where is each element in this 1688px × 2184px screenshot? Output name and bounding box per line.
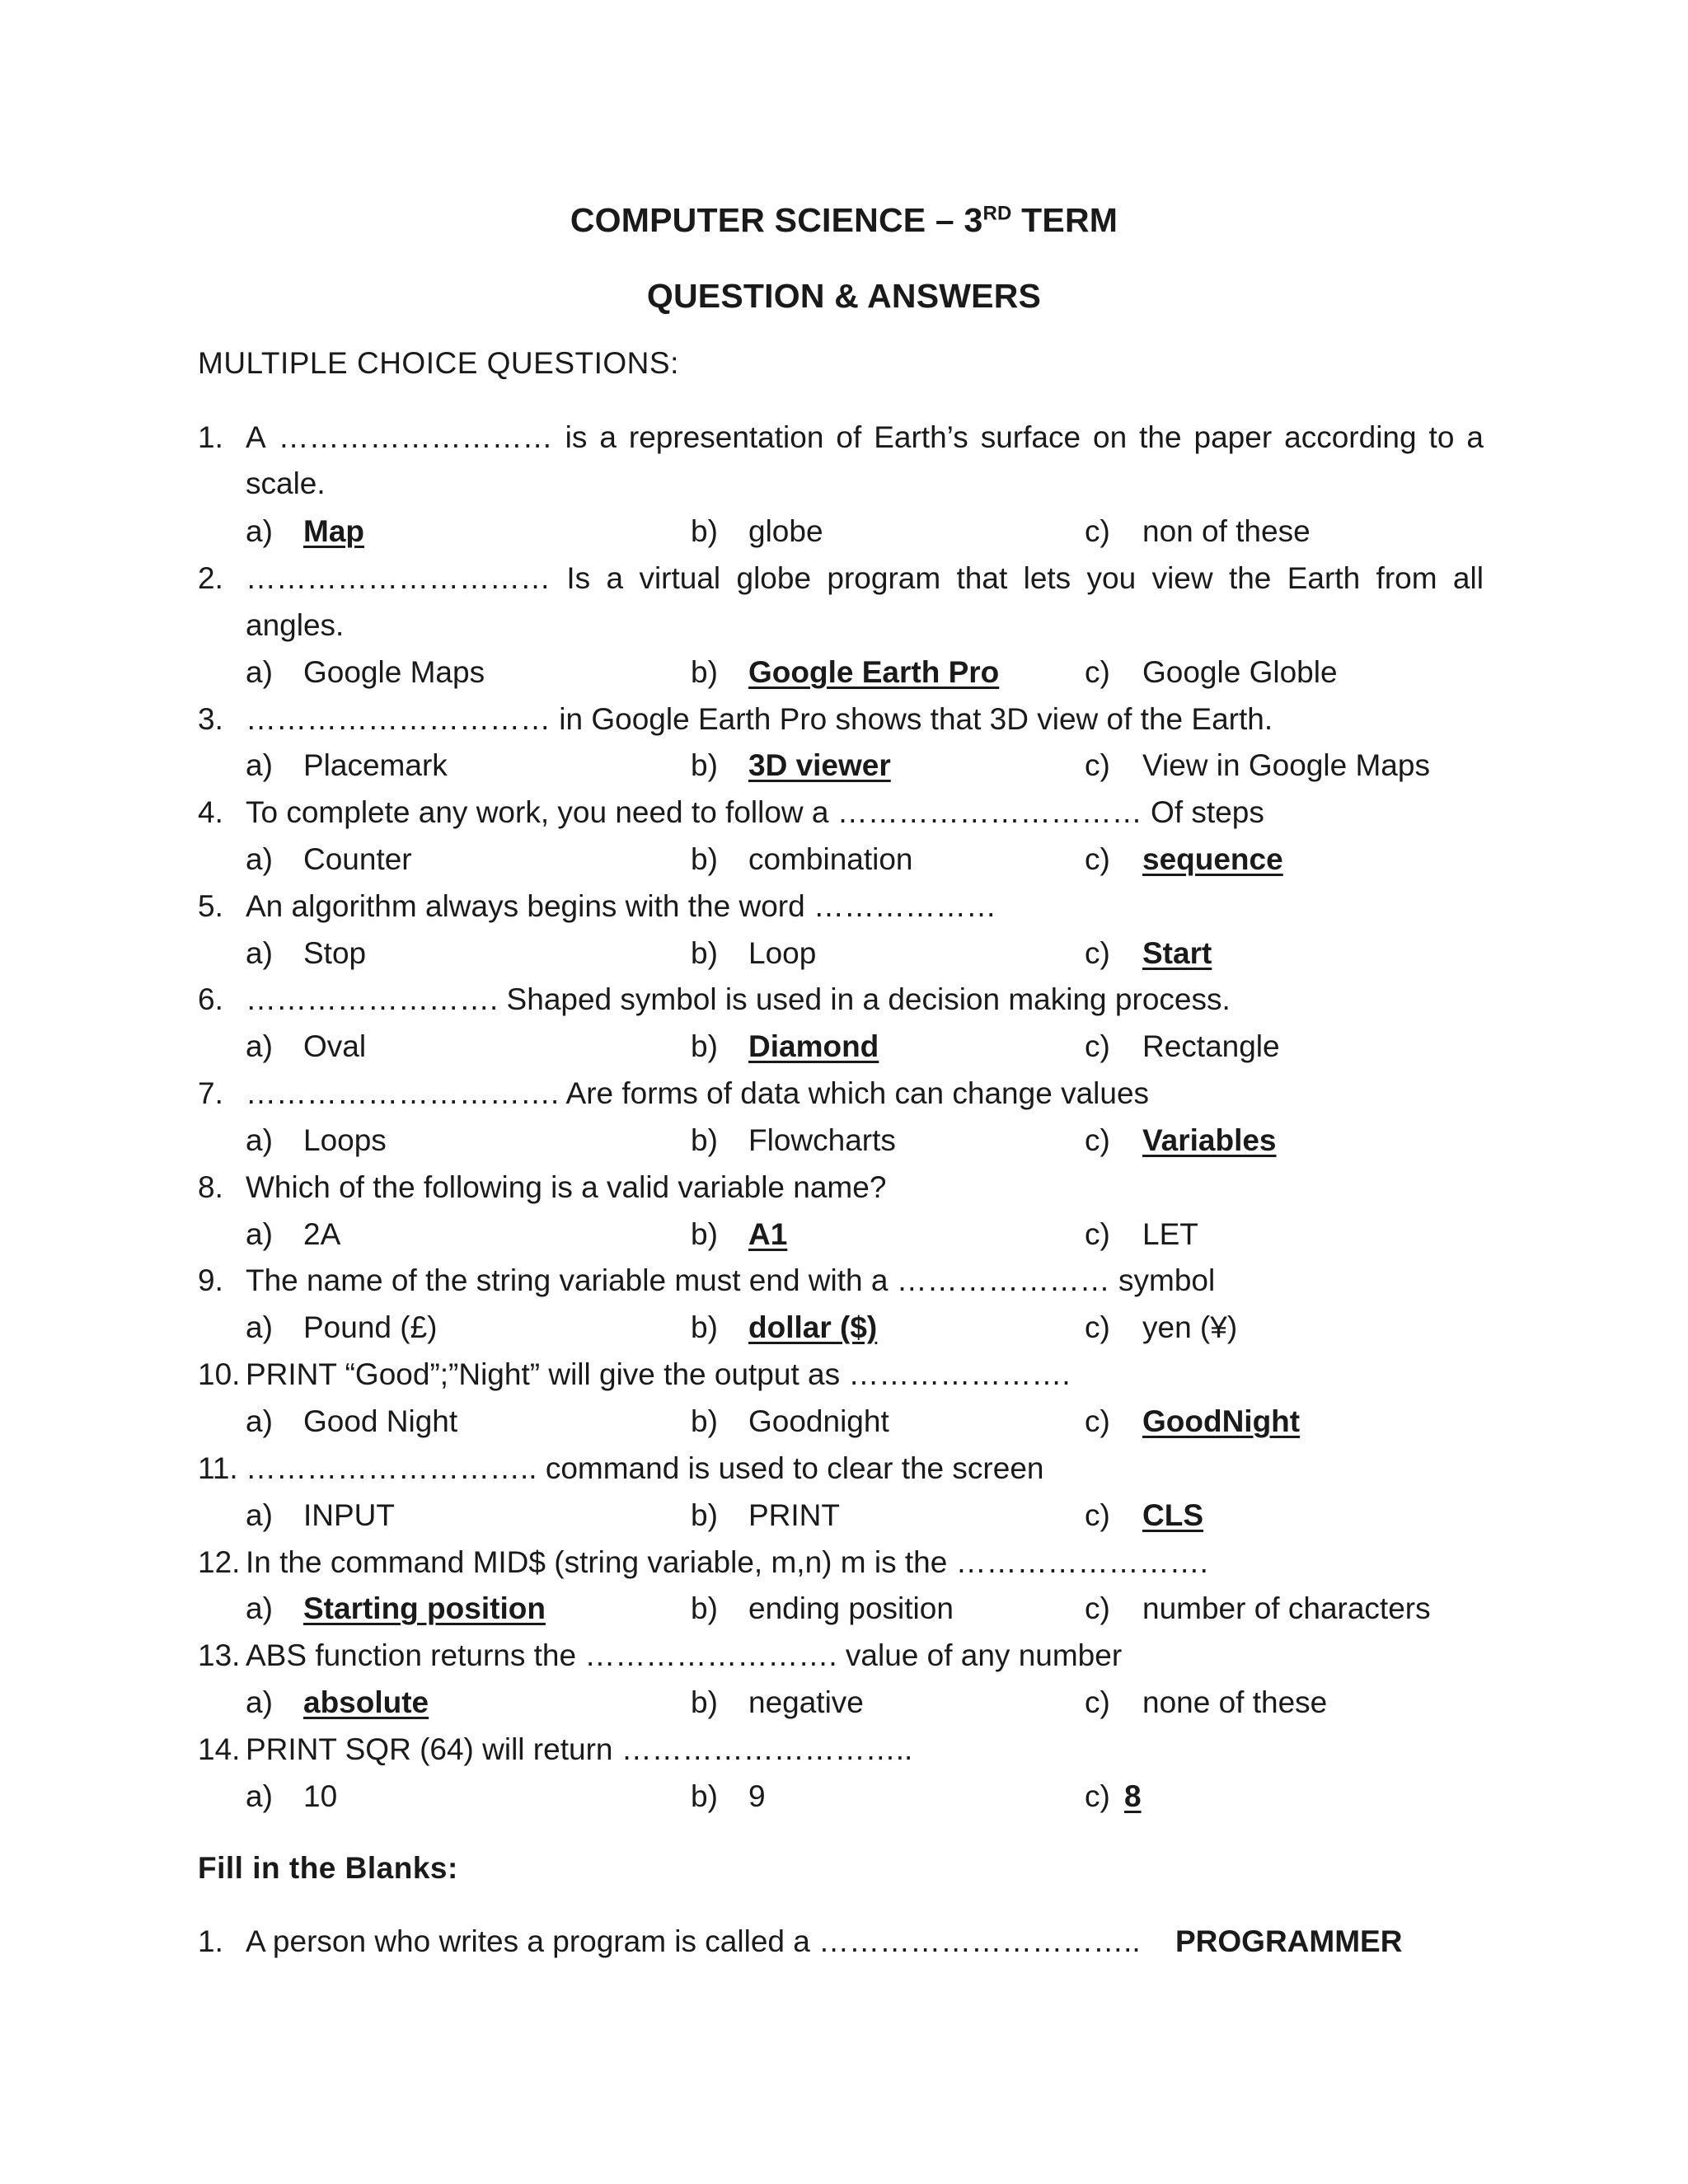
- question-9-options: [246, 1305, 1482, 1351]
- question-word: A: [246, 420, 266, 454]
- question-2-options: [246, 649, 1482, 696]
- option-b: b) combination: [691, 842, 913, 876]
- question-11-options: [246, 1493, 1482, 1539]
- question-word: that: [956, 561, 1008, 595]
- mcq-heading: MULTIPLE CHOICE QUESTIONS:: [198, 346, 679, 380]
- question-word: view: [1151, 561, 1213, 595]
- option-b: b) dollar ($): [691, 1310, 878, 1344]
- question-text: …………………………. Are forms of data which can change values: [246, 1076, 1150, 1110]
- option-c: c) number of characters: [1085, 1591, 1431, 1625]
- question-word: you: [1086, 561, 1137, 595]
- question-word: a: [606, 561, 624, 595]
- fill-item-number: 1.: [198, 1924, 223, 1958]
- question-12-options: [246, 1586, 1482, 1632]
- question-word: paper: [1193, 420, 1273, 454]
- question-word: the: [1139, 420, 1182, 454]
- question-8-options: [246, 1212, 1482, 1258]
- question-word: from: [1376, 561, 1437, 595]
- question-text: ……………………….. command is used to clear the screen: [246, 1451, 1044, 1485]
- question-6-options: [246, 1024, 1482, 1070]
- question-text: ………………………… in Google Earth Pro shows that 3D view of the Earth.: [246, 702, 1273, 736]
- question-text: [246, 415, 1484, 461]
- question-word: of: [836, 420, 862, 454]
- option-a: a) INPUT: [246, 1498, 395, 1532]
- option-a: a) Google Maps: [246, 655, 485, 689]
- question-text: Which of the following is a valid variable name?: [246, 1170, 887, 1204]
- option-c: c) sequence: [1085, 842, 1283, 876]
- option-a: a) absolute: [246, 1685, 429, 1719]
- option-c: c) GoodNight: [1085, 1404, 1301, 1438]
- page-title: COMPUTER SCIENCE – 3RD TERM: [570, 201, 1118, 239]
- question-3-options: [246, 743, 1482, 789]
- question-number: 9.: [198, 1263, 223, 1297]
- question-word: a: [1466, 420, 1484, 454]
- question-number: 5.: [198, 889, 223, 923]
- option-b: b) PRINT: [691, 1498, 840, 1532]
- question-word: all: [1452, 561, 1484, 595]
- question-2-continued: angles.: [246, 608, 345, 642]
- option-a: a) Good Night: [246, 1404, 458, 1438]
- option-c: c) Rectangle: [1085, 1029, 1280, 1063]
- option-c: c) non of these: [1085, 514, 1311, 548]
- option-a: a) Pound (£): [246, 1310, 438, 1344]
- option-b: b) Flowcharts: [691, 1123, 896, 1157]
- option-a: a) Starting position: [246, 1591, 546, 1625]
- question-number: 12.: [198, 1545, 241, 1579]
- question-number: 7.: [198, 1076, 223, 1110]
- question-word: globe: [736, 561, 812, 595]
- question-word: Is: [566, 561, 591, 595]
- question-number: 10.: [198, 1357, 241, 1391]
- question-number: 6.: [198, 982, 223, 1016]
- option-c: c) View in Google Maps: [1085, 748, 1430, 782]
- option-c: c) yen (¥): [1085, 1310, 1238, 1344]
- question-word: according: [1284, 420, 1417, 454]
- option-b: b) ending position: [691, 1591, 954, 1625]
- question-number: 11.: [198, 1451, 238, 1485]
- question-number: 14.: [198, 1732, 241, 1766]
- question-word: surface: [980, 420, 1081, 454]
- option-a: a) 10: [246, 1779, 338, 1813]
- question-10-options: [246, 1399, 1482, 1445]
- page-subtitle: QUESTION & ANSWERS: [646, 277, 1042, 315]
- question-1-options: [246, 509, 1482, 555]
- option-b: b) globe: [691, 514, 823, 548]
- question-13-options: [246, 1680, 1482, 1726]
- option-c: c) Google Globle: [1085, 655, 1338, 689]
- option-a: a) Map: [246, 514, 364, 548]
- question-word: virtual: [639, 561, 721, 595]
- fill-blanks-heading: Fill in the Blanks:: [198, 1851, 458, 1885]
- question-text: ……………………. Shaped symbol is used in a decision making process.: [246, 982, 1231, 1016]
- question-word: program: [827, 561, 941, 595]
- option-b: b) Diamond: [691, 1029, 879, 1063]
- option-a: a) Loops: [246, 1123, 387, 1157]
- question-word: to: [1428, 420, 1455, 454]
- option-c: c) 8: [1085, 1779, 1142, 1813]
- question-text: PRINT “Good”;”Night” will give the output as ………………….: [246, 1357, 1071, 1391]
- option-b: b) A1: [691, 1217, 788, 1251]
- option-c: c) Start: [1085, 936, 1212, 970]
- question-number: 4.: [198, 795, 223, 829]
- fill-item-text: A person who writes a program is called a …………………………..: [246, 1924, 1141, 1958]
- option-b: b) Google Earth Pro: [691, 655, 1000, 689]
- question-text: To complete any work, you need to follow a ………………………… Of steps: [246, 795, 1264, 829]
- question-text: PRINT SQR (64) will return ………………………..: [246, 1732, 913, 1766]
- question-word: …………………………: [246, 561, 551, 595]
- question-text: [246, 555, 1484, 602]
- option-a: a) Counter: [246, 842, 412, 876]
- question-number: 1.: [198, 420, 223, 454]
- question-word: on: [1093, 420, 1128, 454]
- option-b: b) Loop: [691, 936, 817, 970]
- question-number: 2.: [198, 561, 223, 595]
- option-b: b) Goodnight: [691, 1404, 889, 1438]
- question-number: 8.: [198, 1170, 223, 1204]
- question-7-options: [246, 1118, 1482, 1164]
- question-word: Earth’s: [874, 420, 968, 454]
- question-text: ABS function returns the ……………………. value of any number: [246, 1638, 1123, 1672]
- question-4-options: [246, 837, 1482, 883]
- question-word: a: [599, 420, 617, 454]
- question-number: 3.: [198, 702, 223, 736]
- question-word: ………………………: [278, 420, 553, 454]
- option-c: c) none of these: [1085, 1685, 1328, 1719]
- question-word: the: [1228, 561, 1272, 595]
- option-c: c) CLS: [1085, 1498, 1203, 1532]
- question-word: Earth: [1287, 561, 1361, 595]
- option-a: a) Placemark: [246, 748, 448, 782]
- option-a: a) Stop: [246, 936, 367, 970]
- question-word: is: [565, 420, 588, 454]
- option-b: b) 9: [691, 1779, 766, 1813]
- question-1-continued: scale.: [246, 466, 326, 500]
- question-number: 13.: [198, 1638, 241, 1672]
- fill-item-answer: PROGRAMMER: [1175, 1924, 1403, 1958]
- question-text: The name of the string variable must end with a ………………… symbol: [246, 1263, 1216, 1297]
- question-5-options: [246, 930, 1482, 977]
- option-b: b) 3D viewer: [691, 748, 891, 782]
- question-word: lets: [1023, 561, 1071, 595]
- question-14-options: [246, 1774, 1482, 1820]
- option-c: c) LET: [1085, 1217, 1198, 1251]
- option-c: c) Variables: [1085, 1123, 1277, 1157]
- question-text: An algorithm always begins with the word ………………: [246, 889, 996, 923]
- question-text: In the command MID$ (string variable, m,n) m is the …………………….: [246, 1545, 1208, 1579]
- question-word: representation: [628, 420, 824, 454]
- option-a: a) 2A: [246, 1217, 341, 1251]
- option-b: b) negative: [691, 1685, 864, 1719]
- option-a: a) Oval: [246, 1029, 367, 1063]
